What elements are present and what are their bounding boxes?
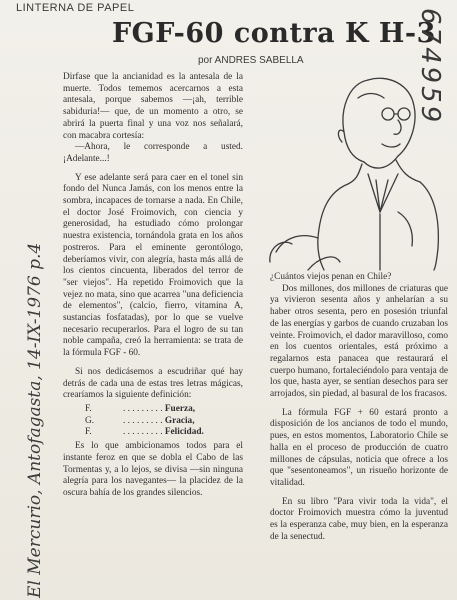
handwritten-source-note: El Mercurio, Antofagasta, 14-IX-1976 p.4 [25,242,45,598]
section-heading: LINTERNA DE PAPEL [16,2,135,14]
article-paragraph: La fórmula FGF + 60 estará pronto a disposición de los ancianos de todo el mundo, pues, en estos momentos, Laboratorio Chile se halla en el proceso de producción de cuatro millones de cápsulas, noticia que ofrece a los que "sesentoneamos", un risueño horizonte de vitalidad. [270,407,448,488]
article-paragraph: —Ahora, le corresponde a usted. ¡Adelante...! [63,142,243,164]
list-item: F. . . . . . . . . . Fuerza, [85,403,196,414]
article-column-left [63,72,243,500]
caricature-sketch-icon [248,62,453,272]
article-paragraph: ¿Cuántos viejos penan en Chile? [270,272,392,282]
article-paragraph: Y ese adelante será para caer en el tonel sin fondo del Nunca Jamás, con los menos entre la sombra, incapaces de tornarse a nada. En Chile, el doctor José Froimovich, con ciencia y generosidad, ha estudiado cómo prolongar nuestra existencia, tornándola grata en los años postreros. Para el eminente gerontólogo, deberíamos vivir, con alegría, hasta más allá de los cientos cincuenta, liberados del terror de "ser viejos". Ha repetido Froimovich que la vejez no mata, sino que acarrea "una deficiencia de elementos", (calcio, fierro, vitamina A, sustancias fosfatadas), por lo que se vuelve necesario recuperarlos. Para el logro de su tan noble campaña, creó la herramienta: se trata de la fórmula FGF - 60. [63,172,243,359]
acronym-definition-list [63,404,243,439]
list-item: G. . . . . . . . . . Gracia, [85,415,195,426]
article-byline: por ANDRES SABELLA [198,55,304,66]
article-paragraph: Es lo que ambicionamos todos para el instante feroz en que se dobla el Cabo de las Tormentas y, a lo lejos, se divisa —sin ninguna alegría para los navegantes— la placidez de la oscura bahía de los grandes silencios. [63,441,243,498]
list-item: F. . . . . . . . . . Felicidad. [85,427,204,438]
article-paragraph: En su libro "Para vivir toda la vida", el doctor Froimovich muestra cómo la juventud es la esperanza cabe, muy bien, en la esperanza de la senectud. [270,496,448,542]
handwritten-archive-code: 674959 [415,8,445,126]
article-paragraph: Si nos dedicásemos a escudriñar qué hay detrás de cada una de estas tres letras mágicas, crearíamos la siguiente definición: [63,366,243,401]
article-paragraph: Dos millones, dos millones de criaturas que ya vivieron sesenta años y anhelarían a su haber otros sesenta, pero en posesión triunfal de las energías y garbos de cuando cruzaban los veinte. Froimovich, el dador maravilloso, como en los cuentos orientales, está próximo a regalarnos esta panacea que restaurará el cuerpo humano, fortaleciéndolo para ventaja de los que, hasta ayer, se sentían desechos para ser arrojados, sin piedad, al basural de los fracasos. [270,283,448,400]
article-column-right [270,272,448,543]
article-title: FGF-60 contra K H-3 [112,18,436,49]
article-paragraph: Dirfase que la ancianidad es la antesala de la muerte. Todos tememos acercarnos a esta antesala, porque sabemos —¡ah, terrible sabiduria!— que, de un momento a otro, se abrirá la puerta final y una voz nos señalará, con macabra cortesía: [63,72,243,141]
